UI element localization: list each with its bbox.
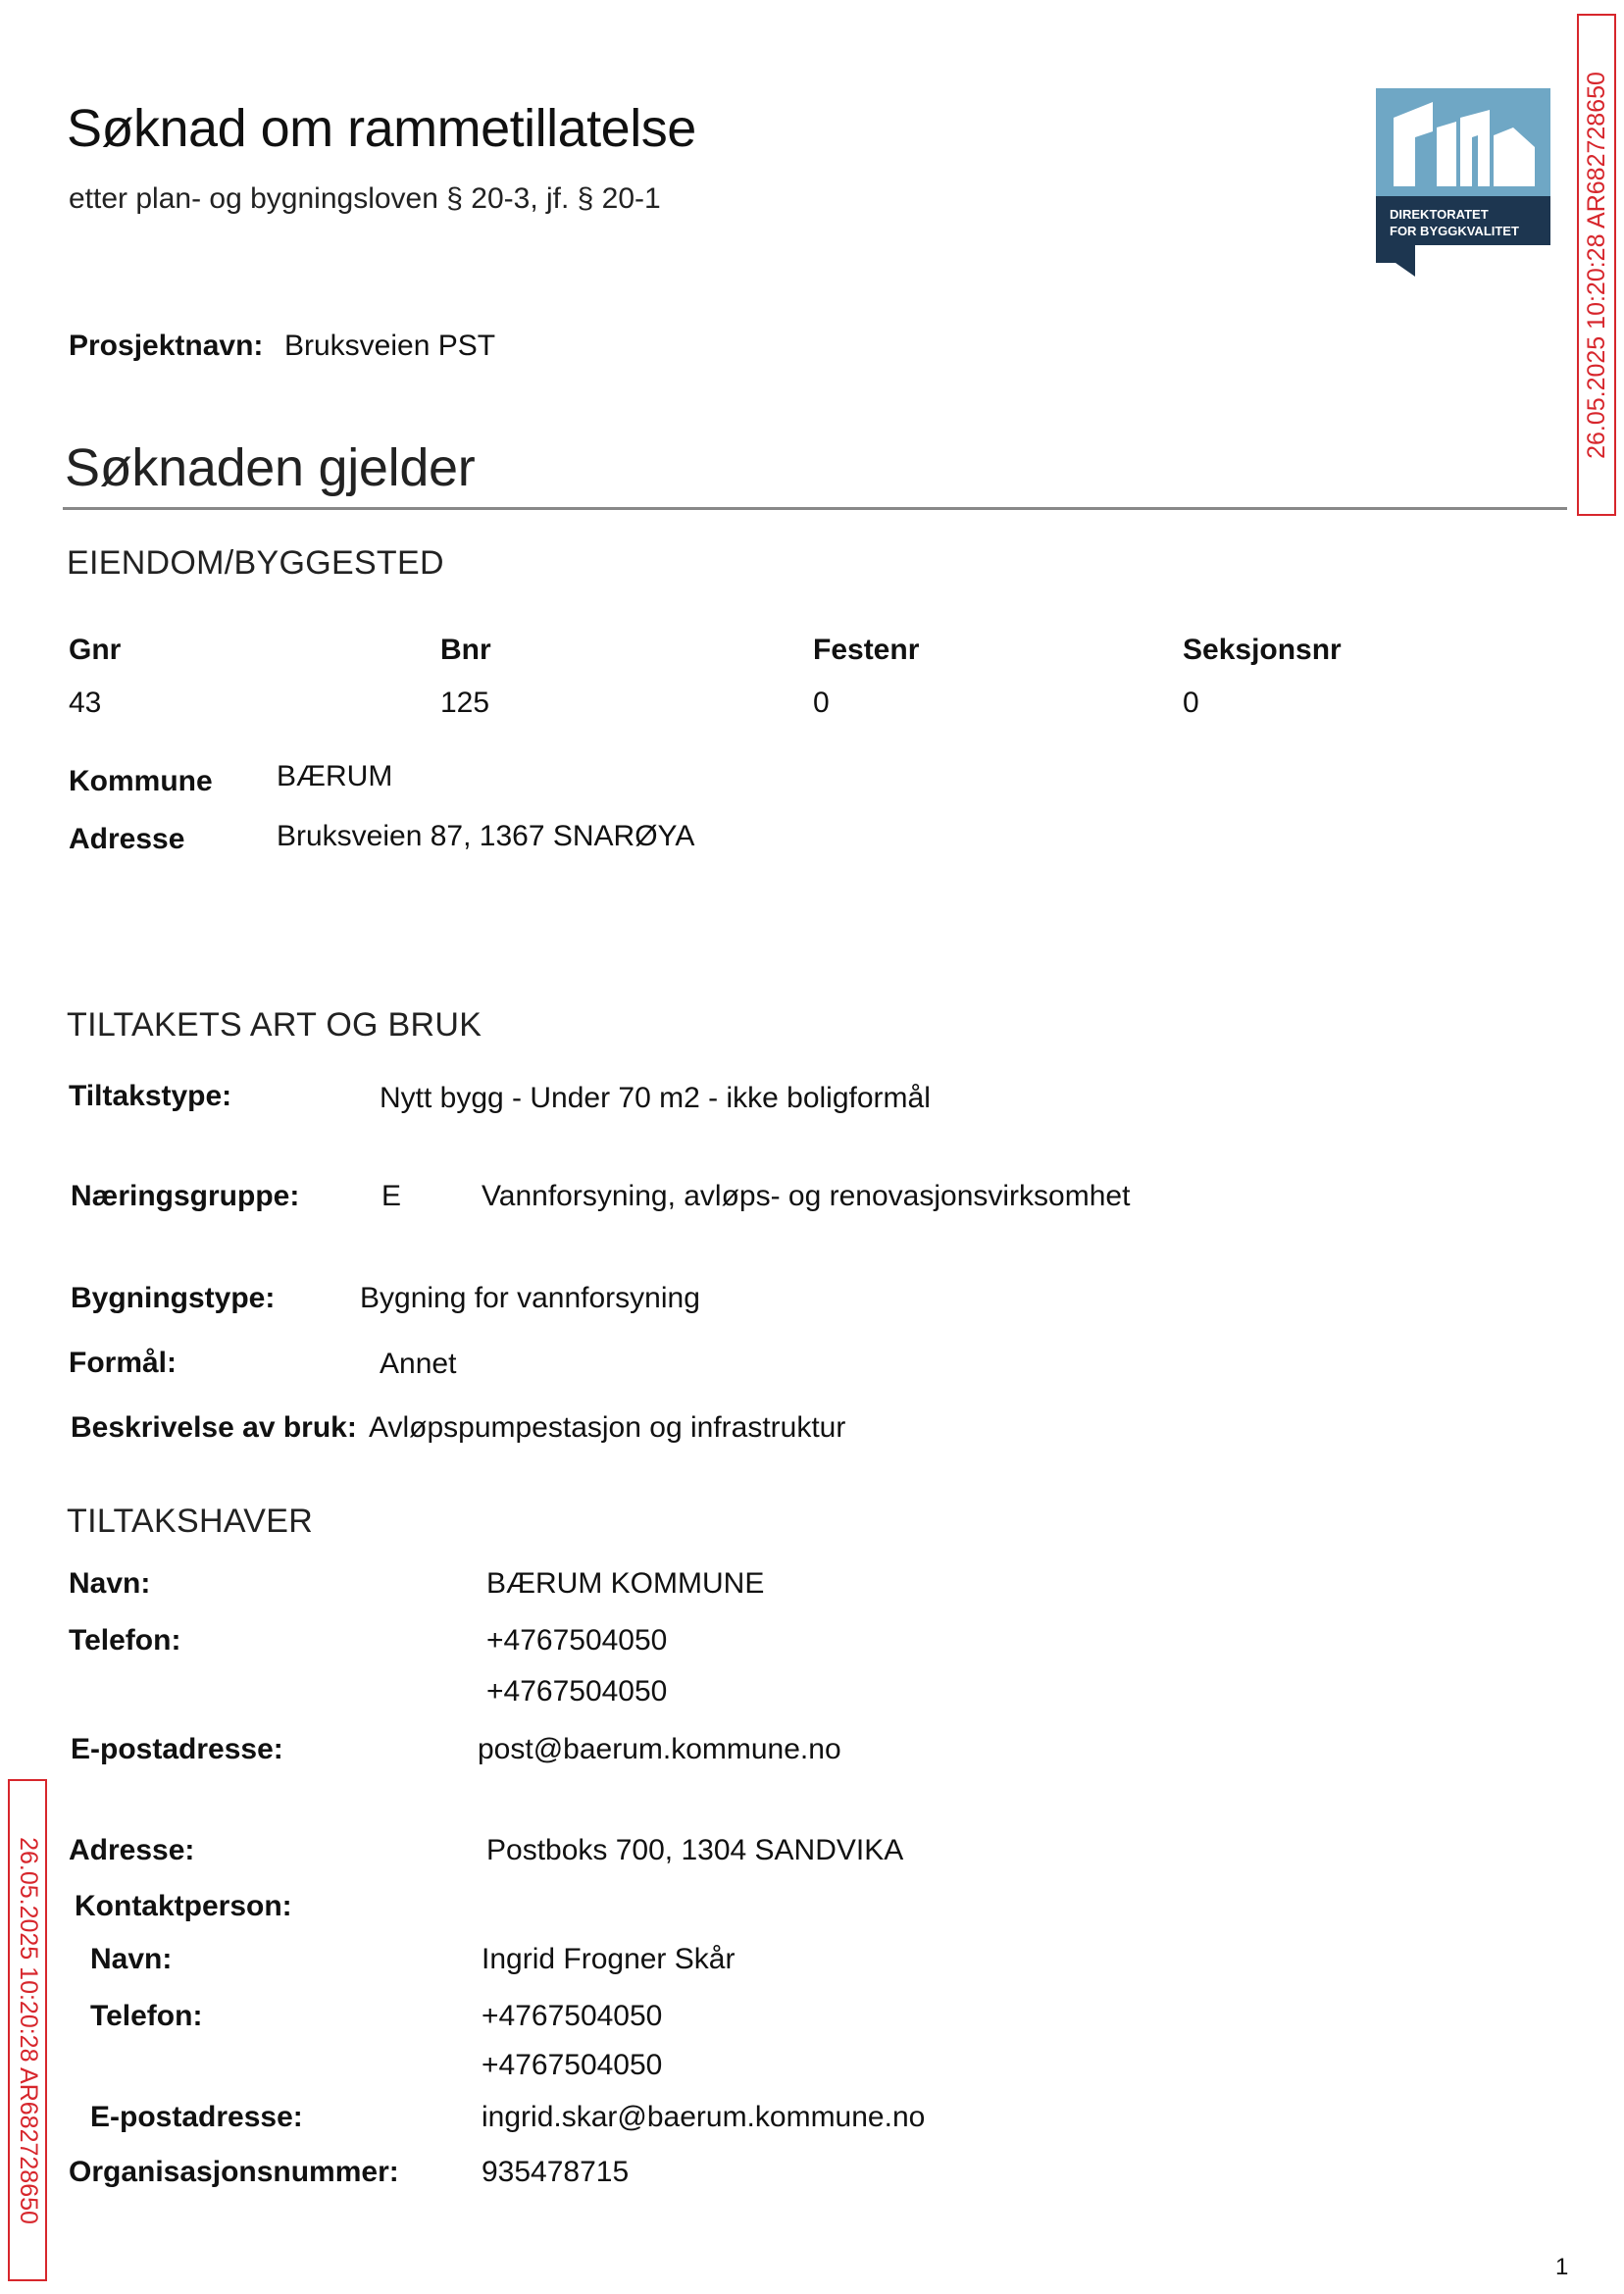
project-name-label: Prosjektnavn: — [69, 330, 264, 362]
project-name-value: Bruksveien PST — [284, 330, 496, 362]
seksjonsnr-label: Seksjonsnr — [1183, 634, 1342, 666]
kontakt-epost-value: ingrid.skar@baerum.kommune.no — [482, 2101, 926, 2133]
page-number: 1 — [1555, 2254, 1569, 2280]
timestamp-stamp-top — [1577, 14, 1616, 516]
tiltakshaver-telefon-value-2: +4767504050 — [486, 1675, 668, 1708]
tiltakshaver-navn-label: Navn: — [69, 1567, 151, 1600]
organisasjonsnummer-value: 935478715 — [482, 2156, 630, 2188]
tiltakshaver-adresse-label: Adresse: — [69, 1834, 195, 1866]
tiltakshaver-adresse-value: Postboks 700, 1304 SANDVIKA — [486, 1834, 904, 1866]
naeringsgruppe-code: E — [381, 1180, 402, 1212]
bnr-value: 125 — [440, 687, 490, 719]
kontakt-telefon-value-2: +4767504050 — [482, 2049, 663, 2081]
bygningstype-value: Bygning for vannforsyning — [360, 1282, 700, 1314]
tiltakshaver-telefon-value-1: +4767504050 — [486, 1624, 668, 1657]
festenr-value: 0 — [813, 687, 830, 719]
adresse-value: Bruksveien 87, 1367 SNARØYA — [277, 820, 695, 852]
tiltakshaver-navn-value: BÆRUM KOMMUNE — [486, 1567, 765, 1600]
organisasjonsnummer-label: Organisasjonsnummer: — [69, 2156, 399, 2188]
stamp-text: 26.05.2025 10:20:28 AR682728650 — [1582, 71, 1610, 459]
logo-flag — [1376, 245, 1415, 277]
eiendom-heading: EIENDOM/BYGGESTED — [67, 544, 444, 582]
beskrivelse-value: Avløpspumpestasjon og infrastruktur — [369, 1411, 846, 1444]
kontakt-telefon-value-1: +4767504050 — [482, 2000, 663, 2032]
logo-line-2: FOR BYGGKVALITET — [1390, 224, 1519, 238]
section-heading: Søknaden gjelder — [65, 438, 476, 497]
stamp-text: 26.05.2025 10:20:28 AR682728650 — [14, 1836, 42, 2224]
kommune-value: BÆRUM — [277, 760, 393, 792]
dibk-logo — [1376, 88, 1550, 277]
section-divider — [63, 507, 1567, 510]
adresse-label: Adresse — [69, 823, 185, 855]
kontakt-epost-label: E-postadresse: — [90, 2101, 303, 2133]
bygningstype-label: Bygningstype: — [71, 1282, 276, 1314]
tiltakshaver-heading: TILTAKSHAVER — [67, 1503, 314, 1540]
seksjonsnr-value: 0 — [1183, 687, 1199, 719]
kontakt-navn-label: Navn: — [90, 1943, 173, 1975]
page-title: Søknad om rammetillatelse — [67, 99, 696, 158]
dibk-logo-graphic — [1376, 88, 1550, 277]
festenr-label: Festenr — [813, 634, 920, 666]
bnr-label: Bnr — [440, 634, 491, 666]
tiltakshaver-epost-value: post@baerum.kommune.no — [478, 1733, 841, 1765]
naeringsgruppe-label: Næringsgruppe: — [71, 1180, 300, 1212]
tiltakshaver-epost-label: E-postadresse: — [71, 1733, 283, 1765]
tiltakstype-value: Nytt bygg - Under 70 m2 - ikke boligformål — [380, 1082, 931, 1114]
gnr-label: Gnr — [69, 634, 122, 666]
kommune-label: Kommune — [69, 765, 213, 797]
formal-label: Formål: — [69, 1347, 178, 1379]
timestamp-stamp-left — [8, 1779, 47, 2281]
kontakt-telefon-label: Telefon: — [90, 2000, 203, 2032]
tiltak-heading: TILTAKETS ART OG BRUK — [67, 1006, 482, 1044]
page-subtitle: etter plan- og bygningsloven § 20-3, jf. § 20-1 — [69, 182, 661, 215]
kontaktperson-label: Kontaktperson: — [75, 1890, 292, 1922]
kontakt-navn-value: Ingrid Frogner Skår — [482, 1943, 736, 1975]
formal-value: Annet — [380, 1348, 457, 1380]
tiltakshaver-telefon-label: Telefon: — [69, 1624, 181, 1657]
naeringsgruppe-value: Vannforsyning, avløps- og renovasjonsvirksomhet — [482, 1180, 1131, 1212]
logo-line-1: DIREKTORATET — [1390, 207, 1489, 222]
tiltakstype-label: Tiltakstype: — [69, 1080, 232, 1112]
beskrivelse-label: Beskrivelse av bruk: — [71, 1411, 357, 1444]
gnr-value: 43 — [69, 687, 102, 719]
